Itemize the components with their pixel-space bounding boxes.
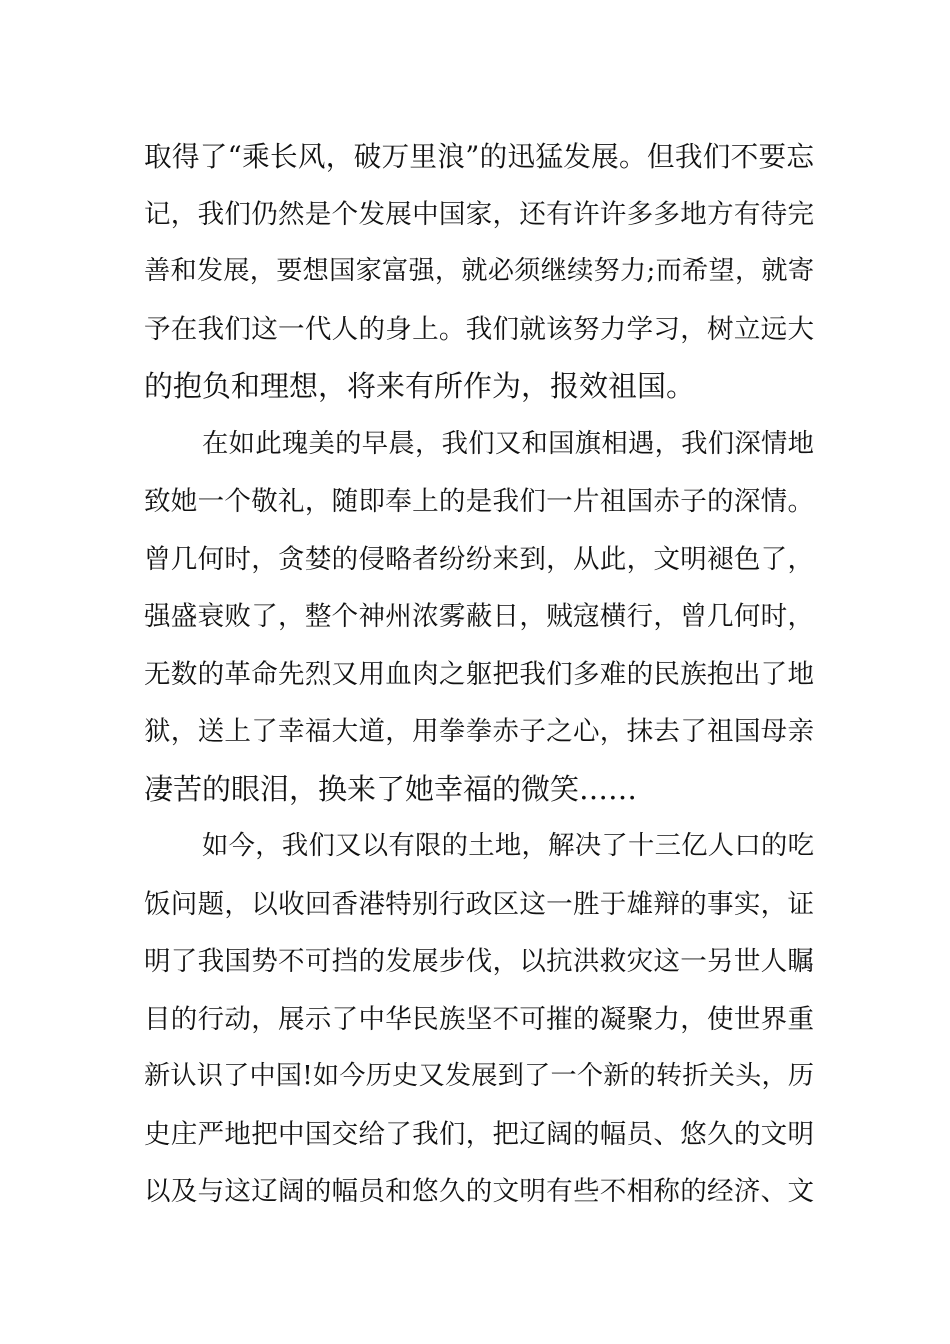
text-line: 目的行动，展示了中华民族坚不可摧的凝聚力，使世界重 xyxy=(144,1003,814,1035)
text-line: 取得了“乘长风，破万里浪”的迅猛发展。但我们不要忘 xyxy=(144,140,814,173)
text-line: 予在我们这一代人的身上。我们就该努力学习，树立远大 xyxy=(144,313,814,345)
text-line: 曾几何时，贪婪的侵略者纷纷来到，从此，文明褪色了， xyxy=(144,543,814,575)
text-line: 致她一个敬礼，随即奉上的是我们一片祖国赤子的深情。 xyxy=(144,486,814,517)
paragraph-first-line: 如今，我们又以有限的土地，解决了十三亿人口的吃 xyxy=(202,831,814,861)
text-line: 以及与这辽阔的幅员和悠久的文明有些不相称的经济、文 xyxy=(144,1176,814,1207)
text-line: 无数的革命先烈又用血肉之躯把我们多难的民族抱出了地 xyxy=(144,658,814,690)
text-line: 新认识了中国!如今历史又发展到了一个新的转折关头，历 xyxy=(144,1061,814,1091)
text-line: 记，我们仍然是个发展中国家，还有许许多多地方有待完 xyxy=(144,198,814,230)
text-line: 狱，送上了幸福大道，用拳拳赤子之心，抹去了祖国母亲 xyxy=(144,716,814,747)
text-line: 凄苦的眼泪，换来了她幸福的微笑…… xyxy=(144,771,638,806)
document-body xyxy=(144,128,814,1221)
paragraph-first-line: 在如此瑰美的早晨，我们又和国旗相遇，我们深情地 xyxy=(202,428,814,459)
text-line: 的抱负和理想，将来有所作为，报效祖国。 xyxy=(144,369,696,403)
text-line: 善和发展，要想国家富强，就必须继续努力;而希望，就寄 xyxy=(144,256,814,286)
text-line: 明了我国势不可挡的发展步伐，以抗洪救灾这一另世人瞩 xyxy=(144,946,814,977)
text-line: 强盛衰败了，整个神州浓雾蔽日，贼寇横行，曾几何时， xyxy=(144,601,814,632)
text-line: 史庄严地把中国交给了我们，把辽阔的幅员、悠久的文明 xyxy=(144,1118,814,1150)
text-line: 饭问题，以收回香港特别行政区这一胜于雄辩的事实，证 xyxy=(144,888,814,920)
